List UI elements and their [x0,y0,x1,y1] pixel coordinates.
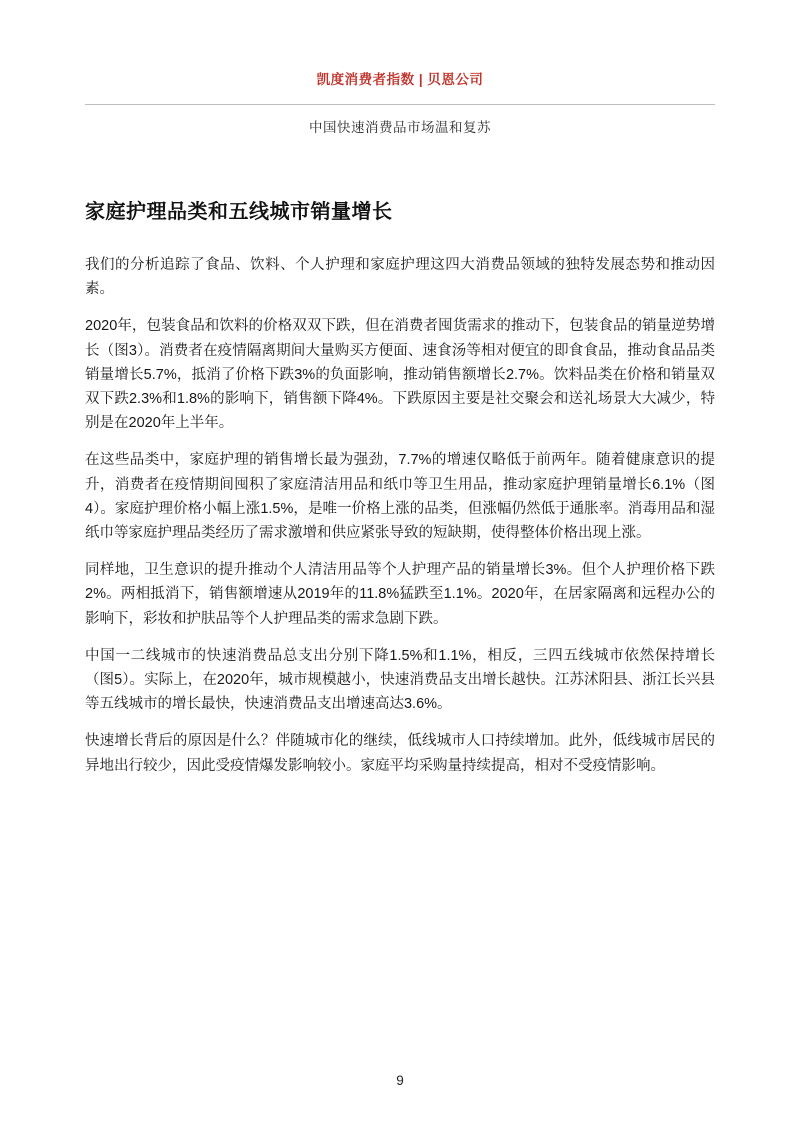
report-title: 中国快速消费品市场温和复苏 [309,120,491,135]
page-number: 9 [396,1073,404,1088]
paragraph-intro: 我们的分析追踪了食品、饮料、个人护理和家庭护理这四大消费品领域的独特发展态势和推动因素。 [85,257,715,298]
paragraph-home-care: 在这些品类中，家庭护理的销售增长最为强劲，7.7%的增速仅略低于前两年。随着健康意识的提升，消费者在疫情期间囤积了家庭清洁用品和纸巾等卫生用品，推动家庭护理销量增长6.1%（图4）。家庭护理价格小幅上涨1.5%，是唯一价格上涨的品类，但涨幅仍然低于通胀率。消毒用品和湿纸巾等家庭护理品类经历了需求激增和供应紧张导致的短缺期，使得整体价格出现上涨。 [85,452,715,542]
paragraph-growth-reasons: 快速增长背后的原因是什么？伴随城市化的继续，低线城市人口持续增加。此外，低线城市居民的异地出行较少，因此受疫情爆发影响较小。家庭平均采购量持续提高，相对不受疫情影响。 [85,733,715,774]
header-divider [85,104,715,105]
paragraph-city-tiers: 中国一二线城市的快速消费品总支出分别下降1.5%和1.1%，相反，三四五线城市依然保持增长（图5）。实际上，在2020年，城市规模越小，快速消费品支出增长越快。江苏沭阳县、浙江长兴县等五线城市的增长最快，快速消费品支出增速高达3.6%。 [85,647,715,713]
page-footer [0,1072,800,1090]
page-content [85,195,715,778]
brand-line: 凯度消费者指数 | 贝恩公司 [316,72,484,87]
page-header [0,0,800,136]
section-heading: 家庭护理品类和五线城市销量增长 [85,201,393,223]
paragraph-packaged-food-beverage: 2020年，包装食品和饮料的价格双双下跌，但在消费者囤货需求的推动下，包装食品的销量逆势增长（图3）。消费者在疫情隔离期间大量购买方便面、速食汤等相对便宜的即食食品，推动食品品类销量增长5.7%，抵消了价格下跌3%的负面影响，推动销售额增长2.7%。饮料品类在价格和销量双双下跌2.3%和1.8%的影响下，销售额下降4%。下跌原因主要是社交聚会和送礼场景大大减少，特别是在2020年上半年。 [85,318,715,432]
paragraph-personal-care: 同样地，卫生意识的提升推动个人清洁用品等个人护理产品的销量增长3%。但个人护理价格下跌2%。两相抵消下，销售额增速从2019年的11.8%猛跌至1.1%。2020年，在居家隔离和远程办公的影响下，彩妆和护肤品等个人护理品类的需求急剧下跌。 [85,562,715,627]
